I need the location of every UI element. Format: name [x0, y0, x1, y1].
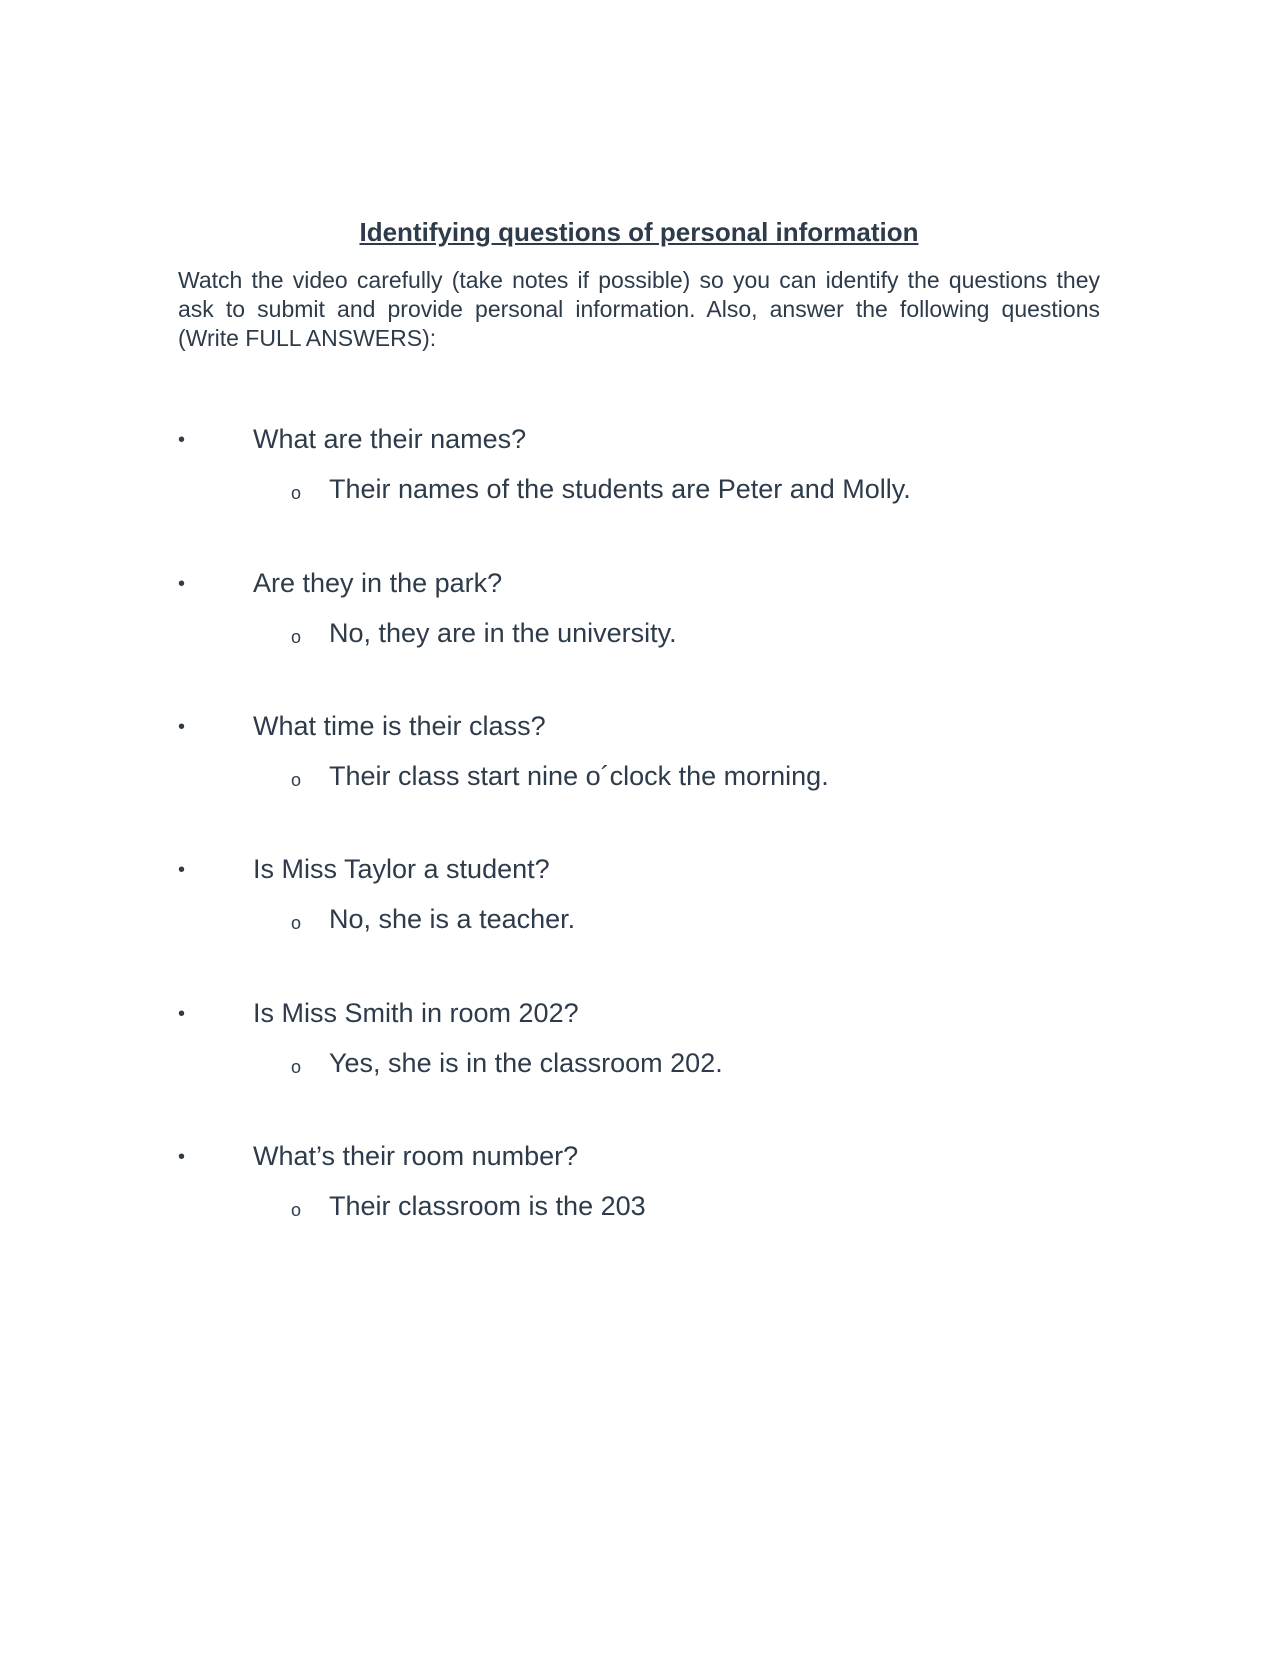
- answer-text: Yes, she is in the classroom 202.: [329, 1048, 723, 1078]
- question-text: Is Miss Smith in room 202?: [253, 998, 579, 1028]
- answer-row: [0, 469, 1280, 509]
- bullet-icon: •: [178, 859, 186, 881]
- sub-bullet-icon: o: [291, 1200, 302, 1220]
- sub-bullet-icon: o: [291, 483, 302, 503]
- sub-bullet-icon: o: [291, 913, 302, 933]
- question-text: Are they in the park?: [253, 568, 503, 598]
- sub-bullet-icon: o: [291, 627, 302, 647]
- answer-text: No, they are in the university.: [329, 618, 677, 648]
- answer-row: [0, 1186, 1280, 1226]
- document-title: Identifying questions of personal information: [359, 217, 919, 247]
- question-row: [0, 849, 1280, 889]
- answer-text: Their classroom is the 203: [329, 1191, 646, 1221]
- question-text: What’s their room number?: [253, 1141, 579, 1171]
- question-text: Is Miss Taylor a student?: [253, 854, 550, 884]
- answer-text: No, she is a teacher.: [329, 904, 576, 934]
- bullet-icon: •: [178, 1146, 186, 1168]
- bullet-icon: •: [178, 429, 186, 451]
- question-text: What time is their class?: [253, 711, 546, 741]
- bullet-icon: •: [178, 573, 186, 595]
- bullet-icon: •: [178, 1003, 186, 1025]
- question-row: [0, 993, 1280, 1033]
- sub-bullet-icon: o: [291, 770, 302, 790]
- question-row: [0, 563, 1280, 603]
- question-row: [0, 706, 1280, 746]
- question-row: [0, 1136, 1280, 1176]
- answer-row: [0, 613, 1280, 653]
- intro-paragraph: Watch the video carefully (take notes if possible) so you can identify the questions they ask to submit and provide personal information. Also, answer the following questions (Write FULL ANSWERS):: [178, 267, 1100, 351]
- answer-text: Their names of the students are Peter and Molly.: [329, 474, 911, 504]
- answer-row: [0, 756, 1280, 796]
- bullet-icon: •: [178, 716, 186, 738]
- answer-row: [0, 1043, 1280, 1083]
- answer-row: [0, 899, 1280, 939]
- question-text: What are their names?: [253, 424, 527, 454]
- answer-text: Their class start nine o´clock the morning.: [329, 761, 829, 791]
- question-row: [0, 419, 1280, 459]
- sub-bullet-icon: o: [291, 1057, 302, 1077]
